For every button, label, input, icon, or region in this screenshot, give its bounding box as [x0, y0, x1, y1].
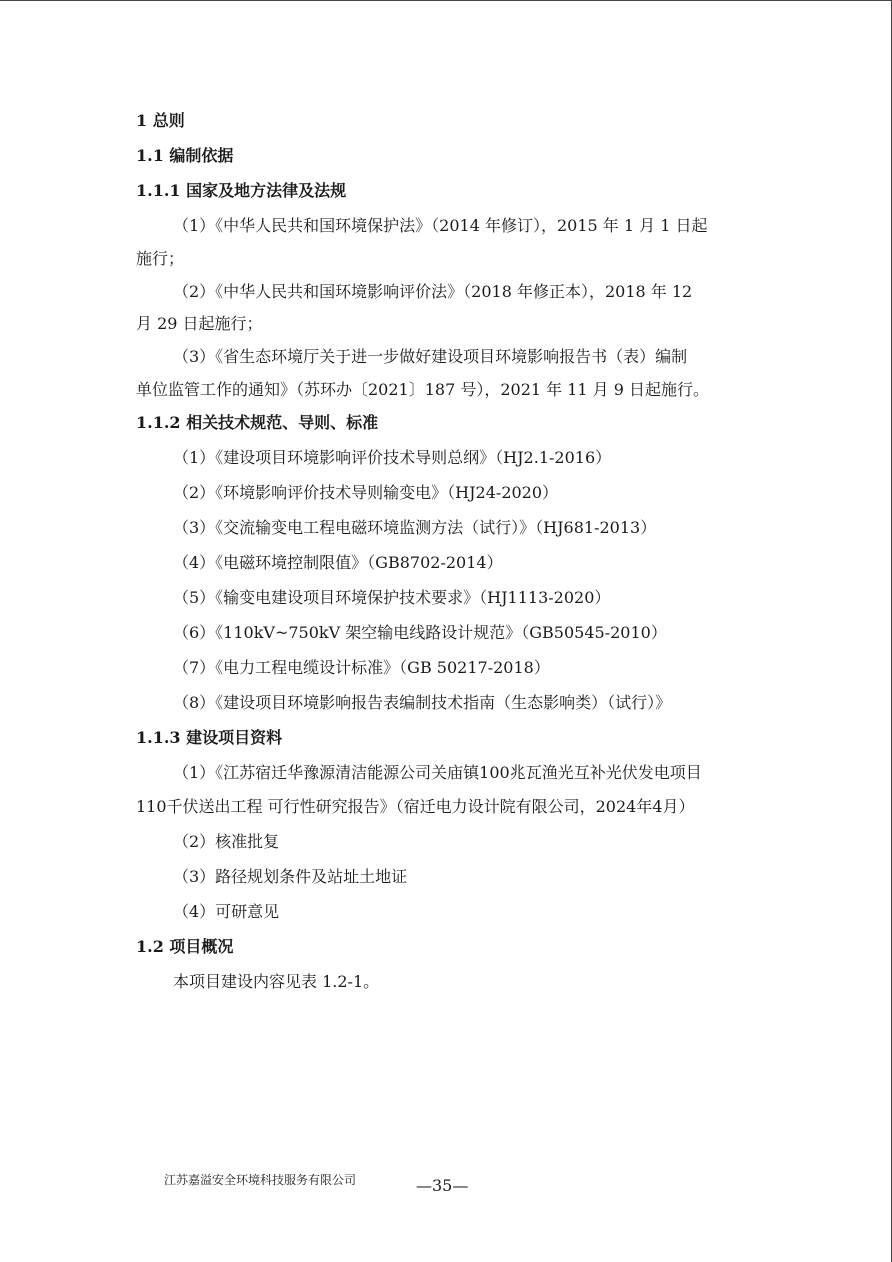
footer-page-number: —35—	[416, 1176, 469, 1195]
material-item-4: （4）可研意见	[173, 902, 280, 921]
standard-item-5: （5）《输变电建设项目环境保护技术要求》（HJ1113-2020）	[173, 588, 611, 607]
law-item-1-line-2: 施行；	[136, 249, 185, 268]
standard-item-2: （2）《环境影响评价技术导则输变电》（HJ24-2020）	[173, 483, 559, 502]
law-item-1-line-1: （1）《中华人民共和国环境保护法》（2014 年修订），2015 年 1 月 1 日起	[173, 216, 708, 235]
standard-item-8: （8）《建设项目环境影响报告表编制技术指南（生态影响类）（试行）》	[173, 693, 672, 712]
material-item-3: （3）路径规划条件及站址土地证	[173, 867, 408, 886]
heading-project-overview: 1.2 项目概况	[136, 937, 234, 956]
heading-standards: 1.1.2 相关技术规范、导则、标准	[136, 413, 379, 432]
law-item-3-line-2: 单位监管工作的通知》（苏环办〔2021〕187 号），2021 年 11 月 9 日起施行。	[136, 380, 710, 399]
overview-paragraph: 本项目建设内容见表 1.2-1。	[173, 972, 380, 991]
material-item-2: （2）核准批复	[173, 832, 280, 851]
standard-item-7: （7）《电力工程电缆设计标准》（GB 50217-2018）	[173, 658, 550, 677]
law-item-3-line-1: （3）《省生态环境厅关于进一步做好建设项目环境影响报告书（表）编制	[173, 347, 688, 366]
law-item-2-line-2: 月 29 日起施行；	[136, 314, 263, 333]
standard-item-3: （3）《交流输变电工程电磁环境监测方法（试行）》（HJ681-2013）	[173, 518, 657, 537]
standard-item-4: （4）《电磁环境控制限值》（GB8702-2014）	[173, 553, 503, 572]
material-item-1-line-2: 110千伏送出工程 可行性研究报告》（宿迁电力设计院有限公司，2024年4月）	[136, 797, 695, 816]
heading-basis: 1.1 编制依据	[136, 146, 234, 165]
standard-item-1: （1）《建设项目环境影响评价技术导则总纲》（HJ2.1-2016）	[173, 448, 612, 467]
material-item-1-line-1: （1）《江苏宿迁华豫源清洁能源公司关庙镇100兆瓦渔光互补光伏发电项目	[173, 763, 702, 782]
heading-general: 1 总则	[136, 111, 185, 130]
heading-laws: 1.1.1 国家及地方法律及法规	[136, 181, 347, 200]
footer-company-name: 江苏嘉溢安全环境科技服务有限公司	[164, 1173, 357, 1187]
heading-project-materials: 1.1.3 建设项目资料	[136, 728, 283, 747]
standard-item-6: （6）《110kV~750kV 架空输电线路设计规范》（GB50545-2010）	[173, 623, 667, 642]
law-item-2-line-1: （2）《中华人民共和国环境影响评价法》（2018 年修正本），2018 年 12	[173, 282, 693, 301]
